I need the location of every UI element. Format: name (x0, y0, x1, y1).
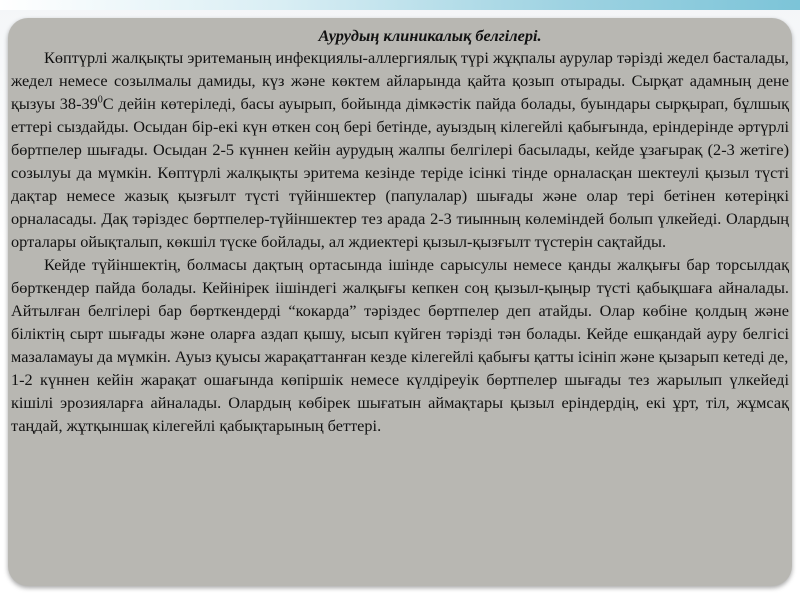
text-panel (8, 18, 792, 586)
paragraph-2-text-a: Кейде түйіншектің, болмасы дақтың ортасында ішінде сарысулы немесе қанды жалқығы бар торсылдақ бөрткендер пайда болады. Кейінірек іішіндегі жалқығы кепкен соң қызыл-қыңыр түсті қабықшаға айналады. Айтылған белгілері бар бөрткендерді “кокарда” тәріздес бөртпелер деп атайды. Олар көбіне қолдың және біліктің сырт шығады және оларға аздап қышу, ысып күйген тәрізді тән болады. Кейде ешқандай ауру белгісі мазаламауы да мүмкін. Ауыз қуысы жарақаттанған кезде кілегейлі қабығы қатты ісініп және қызарып кетеді де, (11, 255, 789, 366)
paragraph-symptoms-onset (11, 46, 789, 253)
paragraph-1-text-b: С дейін көтеріледі, басы ауырып, бойында дімкәстік пайда болады, буындары сырқырап, бұлшық еттері сыздайды. Осыдан бір-екі күн өткен соң бері бетінде, ауыздың кілегейлі қабығында, еріндерінде әртүрлі бөртпелер шығады. Осыдан 2-5 күннен кейін аурудың жалпы белгілері басылады, кейде ұзағырақ (2-3 жетіге) созылуы да мүмкін. Көптүрлі жалқықты эритема кезінде теріде ісінкі тінде орналасқан шектеулі қызыл түсті дақтар немесе жазық қызғылт түсті түйіншектер (папулалар) шығады және олар тері бетінен көтеріңкі орналасады. Дақ тәріздес бөртпелер-түйіншектер тез арада 2-3 тиынның көлеміндей болып үлкейеді. Олардың орталары ойықталып, көкшіл түске бойлады, ал ждиектері қызыл-қызғылт түстерін сақтайды. (11, 94, 790, 251)
degree-superscript: 0 (97, 94, 103, 106)
top-accent-bar (0, 0, 800, 10)
paragraph-blisters (11, 253, 789, 437)
paragraph-2-text-b: 1-2 күннен кейін жарақат ошағында көпіршік немесе күлдіреуік бөртпелер шығады тез жарылып үлкейеді кішілі эрозияларға айналады. Олардың көбірек шығатын аймақтары қызыл еріндердің, екі ұрт, тіл, жұмсақ таңдай, жұтқыншақ кілегейлі қабықтарының беттері. (11, 370, 789, 435)
paragraph-1-text-a: Көптүрлі жалқықты эритеманың инфекциялы-аллергиялық түрі жұқпалы аурулар тәрізді жедел басталады, жедел немесе созылмалы дамиды, күз және көктем айларында қайта қозып отырады. Сырқат адамның дене қызуы 38-39 (11, 48, 789, 113)
slide-title: Аурудың клиникалық белгілері. (318, 26, 542, 45)
